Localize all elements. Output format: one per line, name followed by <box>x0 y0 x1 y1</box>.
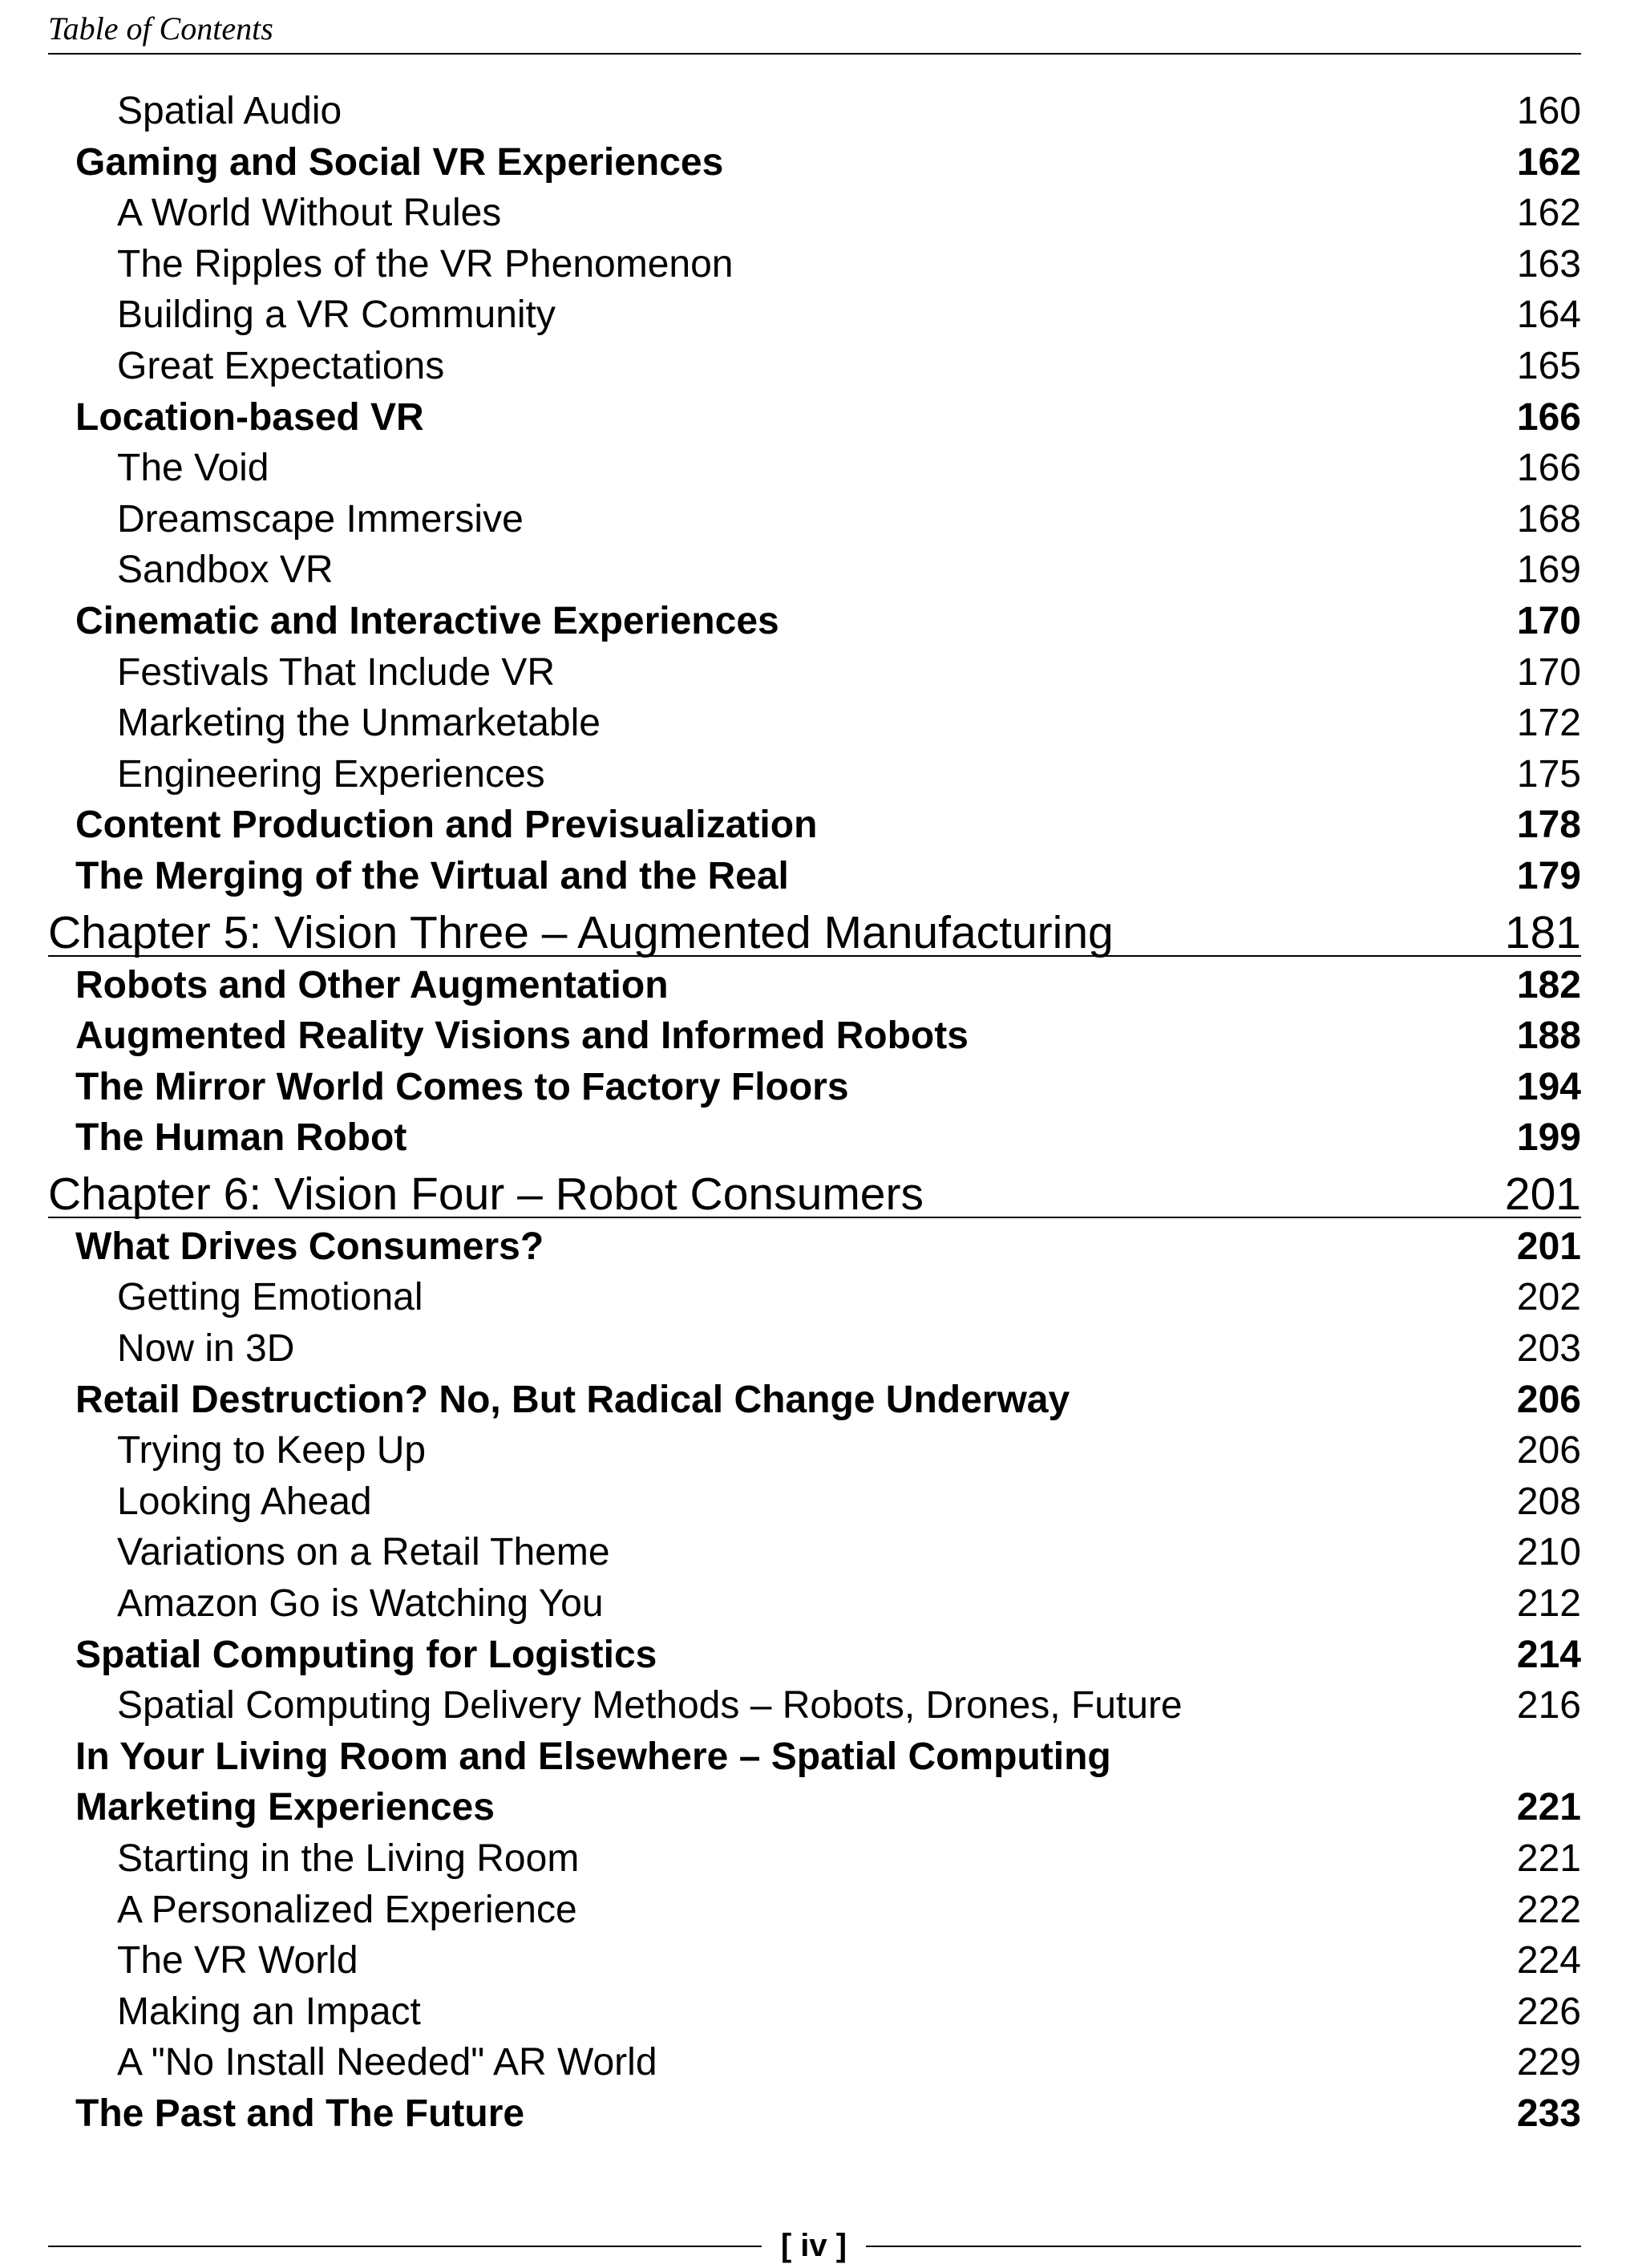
toc-entry-page-number: 201 <box>1504 1168 1581 1220</box>
toc-entry-page-number: 163 <box>1516 242 1581 286</box>
footer-rule-right <box>866 2246 1581 2247</box>
toc-entry-page-number: 199 <box>1516 1116 1581 1160</box>
toc-entry-title: Cinematic and Interactive Experiences <box>75 599 779 642</box>
toc-entry-page-number: 208 <box>1516 1480 1581 1523</box>
toc-entry-page-number: 206 <box>1516 1429 1581 1472</box>
toc-entry-page-number: 175 <box>1516 752 1581 796</box>
toc-entry-title: Augmented Reality Visions and Informed Robots <box>75 1015 969 1058</box>
toc-entry-page-number: 214 <box>1516 1633 1581 1676</box>
toc-entry-title: Marketing Experiences <box>75 1786 495 1829</box>
toc-subsection-entry[interactable] <box>48 494 1581 545</box>
toc-entry-title: Looking Ahead <box>117 1480 372 1523</box>
toc-entry-page-number: 226 <box>1516 1990 1581 2033</box>
toc-subsection-entry[interactable] <box>48 1680 1581 1731</box>
toc-entry-page-number: 203 <box>1516 1327 1581 1371</box>
toc-section-entry[interactable] <box>48 1630 1581 1681</box>
toc-section-entry[interactable] <box>48 1731 1581 1783</box>
toc-section-entry[interactable] <box>48 851 1581 902</box>
toc-subsection-entry[interactable] <box>48 1885 1581 1936</box>
toc-entry-page-number: 182 <box>1516 963 1581 1006</box>
toc-subsection-entry[interactable] <box>48 188 1581 239</box>
toc-entry-title: The Past and The Future <box>75 2092 525 2135</box>
toc-section-entry[interactable] <box>48 1221 1581 1273</box>
toc-subsection-entry[interactable] <box>48 1425 1581 1476</box>
toc-entry-page-number: 222 <box>1516 1888 1581 1931</box>
toc-entry-page-number: 178 <box>1516 804 1581 847</box>
toc-subsection-entry[interactable] <box>48 1476 1581 1528</box>
toc-entry-title: Spatial Computing for Logistics <box>75 1633 657 1676</box>
toc-entry-title: Trying to Keep Up <box>117 1429 427 1472</box>
toc-subsection-entry[interactable] <box>48 341 1581 392</box>
toc-entry-page-number: 165 <box>1516 344 1581 387</box>
toc-subsection-entry[interactable] <box>48 698 1581 749</box>
toc-section-entry[interactable] <box>48 596 1581 647</box>
toc-subsection-entry[interactable] <box>48 239 1581 290</box>
toc-entry-title: Dreamscape Immersive <box>117 497 524 541</box>
toc-subsection-entry[interactable] <box>48 1323 1581 1375</box>
toc-section-entry[interactable] <box>48 960 1581 1011</box>
toc-subsection-entry[interactable] <box>48 1935 1581 1987</box>
toc-entry-page-number: 206 <box>1516 1378 1581 1421</box>
toc-entry-page-number: 162 <box>1516 192 1581 235</box>
toc-entry-page-number: 216 <box>1516 1684 1581 1727</box>
toc-entry-title: Variations on a Retail Theme <box>117 1531 610 1574</box>
toc-entry-title: In Your Living Room and Elsewhere – Spatial Computing <box>75 1735 1111 1778</box>
toc-entry-page-number: 160 <box>1516 90 1581 132</box>
toc-entry-title: Spatial Computing Delivery Methods – Robots, Drones, Future <box>117 1684 1183 1727</box>
toc-entry-page-number: 170 <box>1516 599 1581 642</box>
toc-entry-page-number: 188 <box>1516 1015 1581 1058</box>
toc-subsection-entry[interactable] <box>48 1527 1581 1578</box>
toc-subsection-entry[interactable] <box>48 2037 1581 2088</box>
toc-entry-page-number: 166 <box>1516 395 1581 439</box>
toc-entry-title: A "No Install Needed" AR World <box>117 2041 657 2084</box>
toc-subsection-entry[interactable] <box>48 443 1581 494</box>
toc-subsection-entry[interactable] <box>48 749 1581 800</box>
toc-subsection-entry[interactable] <box>48 1833 1581 1885</box>
toc-entry-title: Amazon Go is Watching You <box>117 1582 604 1626</box>
toc-entry-page-number: 168 <box>1516 497 1581 541</box>
toc-entry-page-number: 162 <box>1516 140 1581 184</box>
toc-entry-title: Building a VR Community <box>117 294 556 337</box>
running-header: Table of Contents <box>48 10 273 47</box>
toc-entry-title: Now in 3D <box>117 1327 295 1371</box>
toc-subsection-entry[interactable] <box>48 545 1581 596</box>
table-of-contents <box>48 86 1581 2140</box>
toc-entry-title: Getting Emotional <box>117 1276 423 1319</box>
toc-entry-title: Sandbox VR <box>117 549 334 592</box>
toc-entry-page-number: 202 <box>1516 1276 1581 1319</box>
toc-entry-page-number: 181 <box>1504 906 1581 958</box>
toc-subsection-entry[interactable] <box>48 1578 1581 1630</box>
toc-section-entry[interactable] <box>48 1375 1581 1426</box>
toc-entry-title: The VR World <box>117 1939 358 1982</box>
toc-entry-page-number: 229 <box>1516 2041 1581 2084</box>
toc-entry-title: Location-based VR <box>75 395 424 439</box>
toc-subsection-entry[interactable] <box>48 647 1581 699</box>
footer-rule-left <box>48 2246 762 2247</box>
toc-entry-page-number: 212 <box>1516 1582 1581 1626</box>
toc-entry-title: Retail Destruction? No, But Radical Change Underway <box>75 1378 1070 1421</box>
header-rule <box>48 53 1581 55</box>
toc-entry-title: The Merging of the Virtual and the Real <box>75 854 789 897</box>
toc-entry-title: A World Without Rules <box>117 192 502 235</box>
toc-entry-page-number: 164 <box>1516 294 1581 337</box>
toc-subsection-entry[interactable] <box>48 86 1581 137</box>
toc-section-entry[interactable] <box>48 2088 1581 2140</box>
toc-entry-title: The Void <box>117 447 269 490</box>
page-number: [ iv ] <box>780 2228 847 2263</box>
toc-entry-page-number: 194 <box>1516 1065 1581 1108</box>
toc-chapter-heading[interactable] <box>48 905 1581 957</box>
toc-entry-title: Starting in the Living Room <box>117 1837 580 1880</box>
toc-section-entry[interactable] <box>48 800 1581 851</box>
toc-section-entry[interactable] <box>48 137 1581 188</box>
toc-section-entry[interactable] <box>48 392 1581 443</box>
toc-entry-title: What Drives Consumers? <box>75 1225 544 1268</box>
toc-subsection-entry[interactable] <box>48 1272 1581 1323</box>
toc-entry-page-number: 221 <box>1516 1786 1581 1829</box>
toc-entry-title: The Mirror World Comes to Factory Floors <box>75 1065 849 1108</box>
toc-section-entry[interactable] <box>48 1062 1581 1113</box>
toc-entry-page-number: 233 <box>1516 2092 1581 2135</box>
toc-section-entry[interactable] <box>48 1112 1581 1164</box>
toc-entry-title: Chapter 5: Vision Three – Augmented Manufacturing <box>48 906 1114 958</box>
toc-chapter-heading[interactable] <box>48 1167 1581 1218</box>
toc-entry-title: Making an Impact <box>117 1990 421 2033</box>
toc-entry-page-number: 210 <box>1516 1531 1581 1574</box>
toc-entry-title: Engineering Experiences <box>117 752 545 796</box>
toc-subsection-entry[interactable] <box>48 1987 1581 2038</box>
toc-subsection-entry[interactable] <box>48 290 1581 341</box>
toc-entry-page-number: 221 <box>1516 1837 1581 1880</box>
toc-entry-title: The Human Robot <box>75 1116 407 1160</box>
toc-entry-title: Festivals That Include VR <box>117 650 556 694</box>
toc-entry-page-number: 166 <box>1516 447 1581 490</box>
toc-entry-page-number: 201 <box>1516 1225 1581 1268</box>
toc-entry-title: Spatial Audio <box>117 90 342 132</box>
toc-entry-title: A Personalized Experience <box>117 1888 577 1931</box>
toc-section-entry[interactable] <box>48 1010 1581 1062</box>
toc-entry-title: Gaming and Social VR Experiences <box>75 140 724 184</box>
toc-entry-page-number: 172 <box>1516 702 1581 745</box>
toc-entry-title: Robots and Other Augmentation <box>75 963 669 1006</box>
toc-entry-title: Marketing the Unmarketable <box>117 702 601 745</box>
toc-entry-page-number: 169 <box>1516 549 1581 592</box>
toc-entry-title: Chapter 6: Vision Four – Robot Consumers <box>48 1168 924 1220</box>
toc-entry-title: The Ripples of the VR Phenomenon <box>117 242 734 286</box>
toc-section-entry-continued[interactable] <box>48 1782 1581 1833</box>
toc-entry-title: Content Production and Previsualization <box>75 804 818 847</box>
toc-entry-page-number: 170 <box>1516 650 1581 694</box>
toc-entry-title: Great Expectations <box>117 344 445 387</box>
toc-entry-page-number: 179 <box>1516 854 1581 897</box>
toc-entry-page-number: 224 <box>1516 1939 1581 1982</box>
